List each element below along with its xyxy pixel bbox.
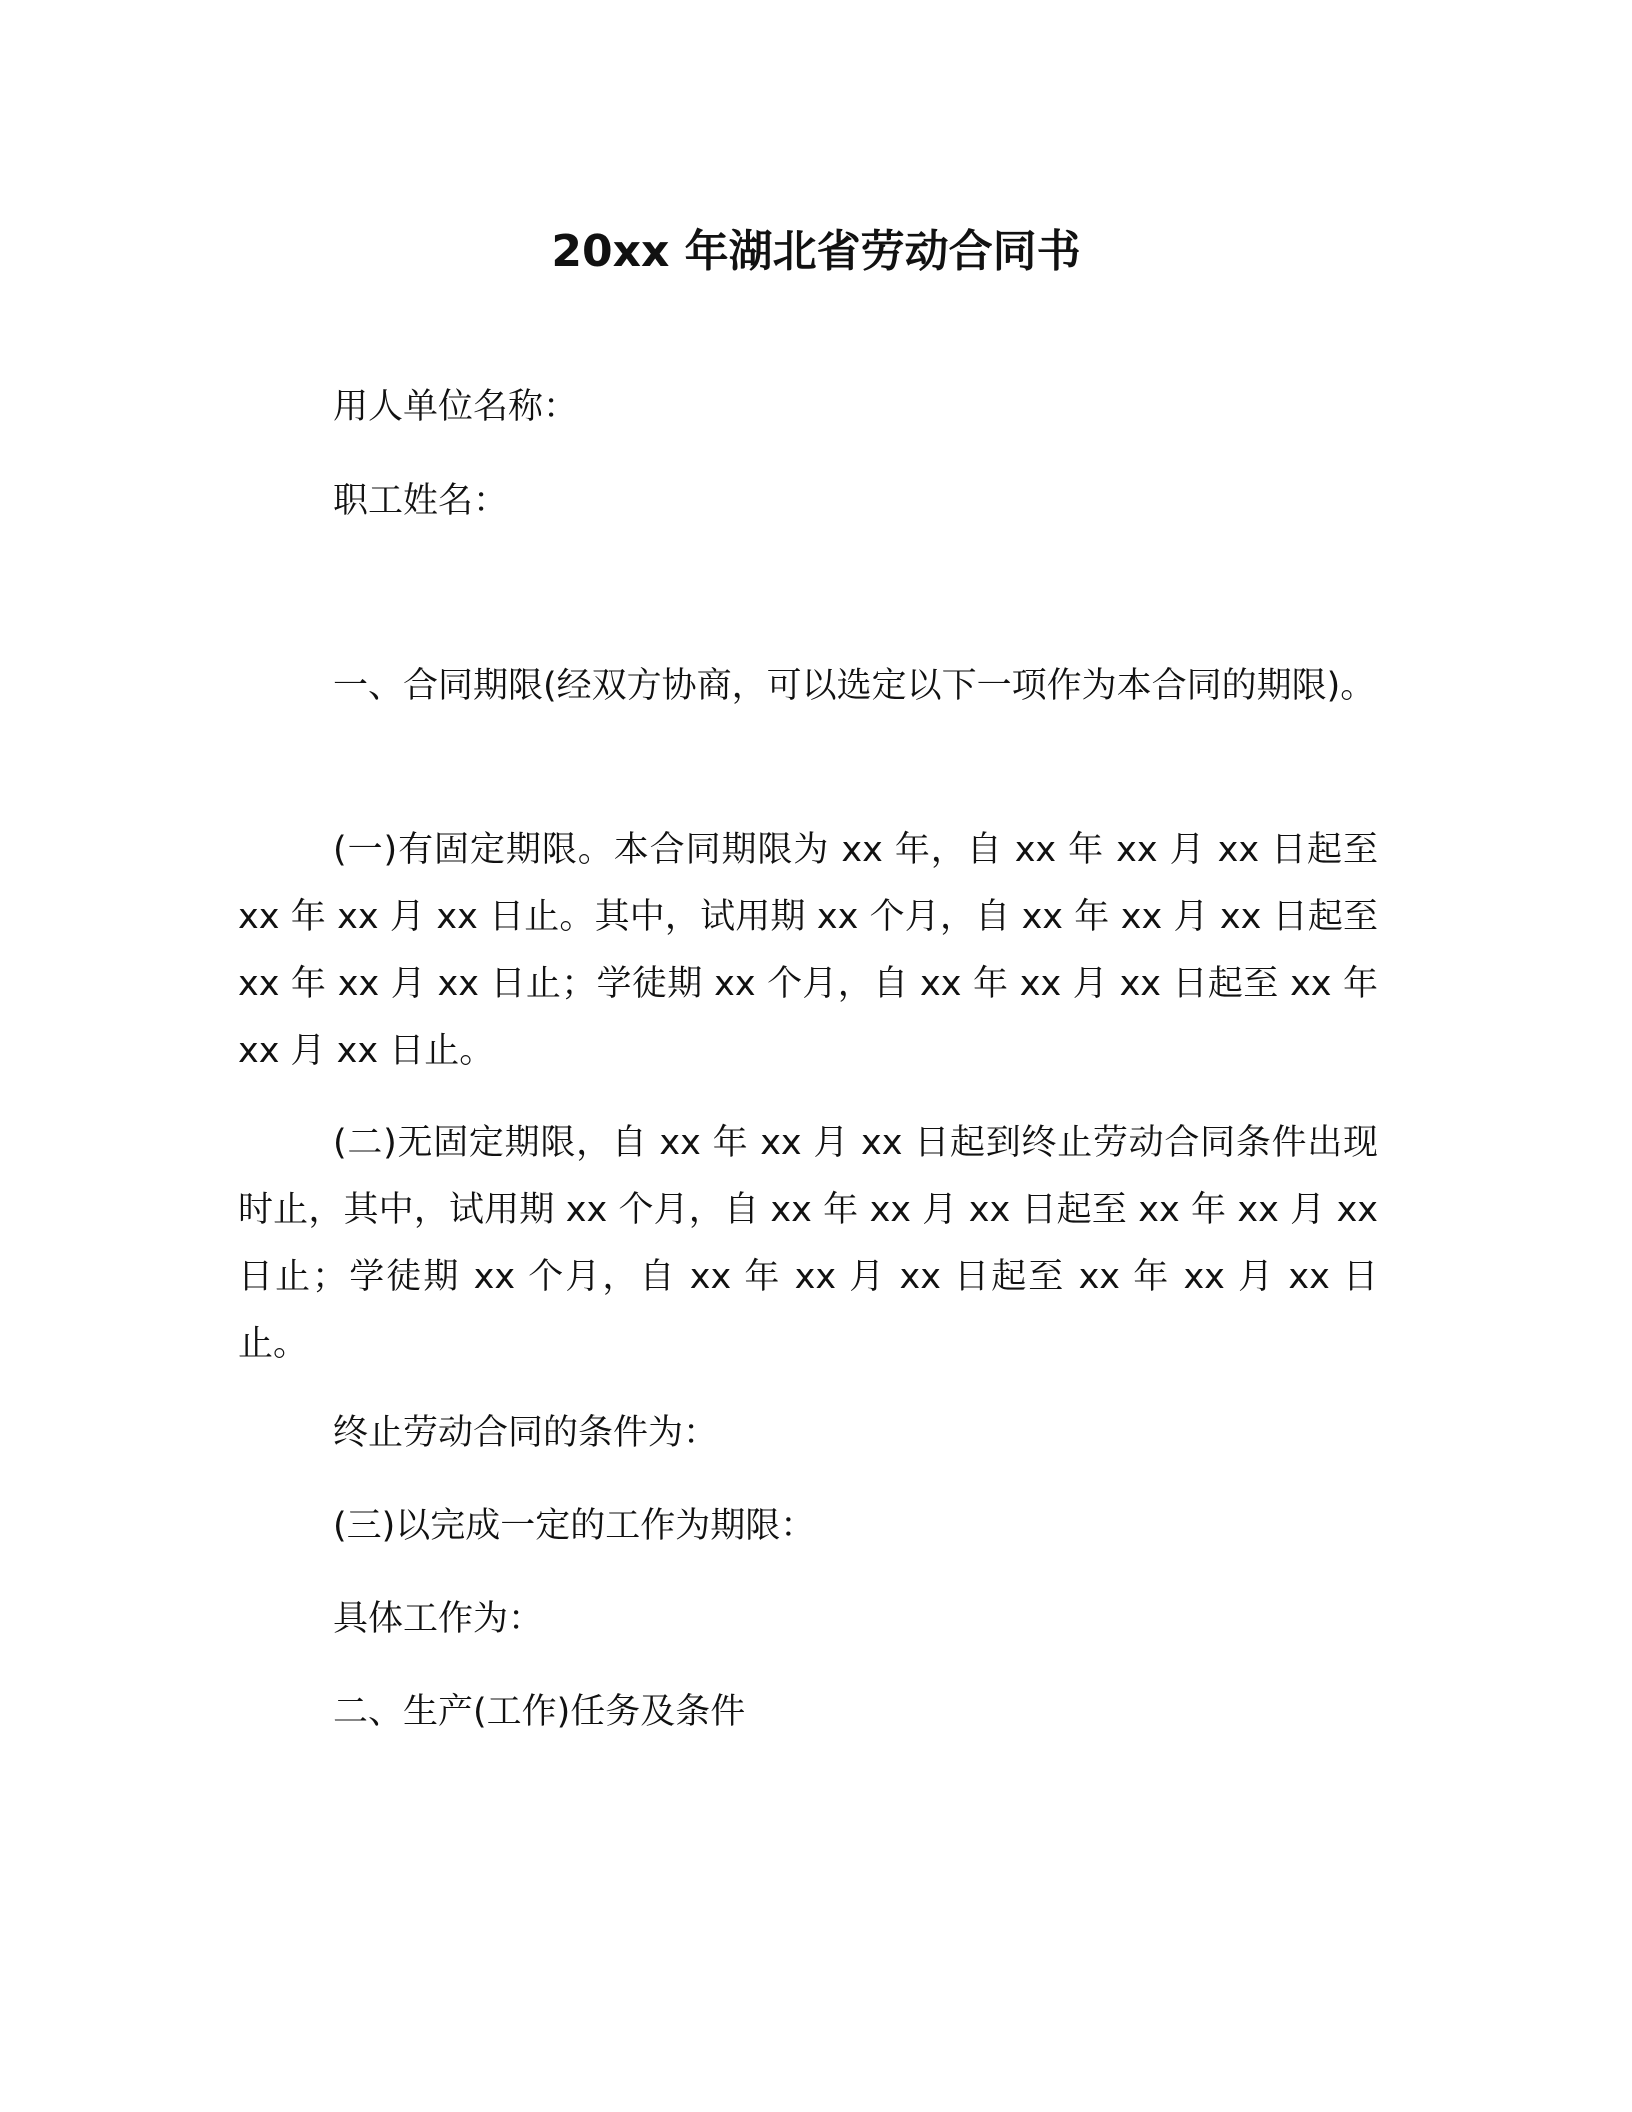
section-1-heading: 一、合同期限(经双方协商，可以选定以下一项作为本合同的期限)。	[333, 666, 1376, 706]
document-title: 20xx 年湖北省劳动合同书	[551, 226, 1081, 277]
employee-name-label: 职工姓名：	[333, 481, 509, 521]
item-2-open-ended: (二)无固定期限，自 xx 年 xx 月 xx 日起到终止劳动合同条件出现时止，其中，试用期 xx 个月，自 xx 年 xx 月 xx 日起至 xx 年 xx 月 xx 日止；学徒期 xx 个月，自 xx 年 xx 月 xx 日起至 xx 年 xx 月 xx 日止。	[238, 1123, 1378, 1364]
item-1-fixed-term: (一)有固定期限。本合同期限为 xx 年，自 xx 年 xx 月 xx 日起至 xx 年 xx 月 xx 日止。其中，试用期 xx 个月，自 xx 年 xx 月 xx 日起至 xx 年 xx 月 xx 日止；学徒期 xx 个月，自 xx 年 xx 月 xx 日起至 xx 年 xx 月 xx 日止。	[238, 830, 1378, 1071]
item-3-task-based: (三)以完成一定的工作为期限：	[333, 1506, 816, 1546]
section-2-heading: 二、生产(工作)任务及条件	[333, 1692, 746, 1732]
employer-name-label: 用人单位名称：	[333, 387, 579, 427]
termination-conditions-label: 终止劳动合同的条件为：	[333, 1413, 719, 1453]
specific-work-label: 具体工作为：	[333, 1599, 544, 1639]
